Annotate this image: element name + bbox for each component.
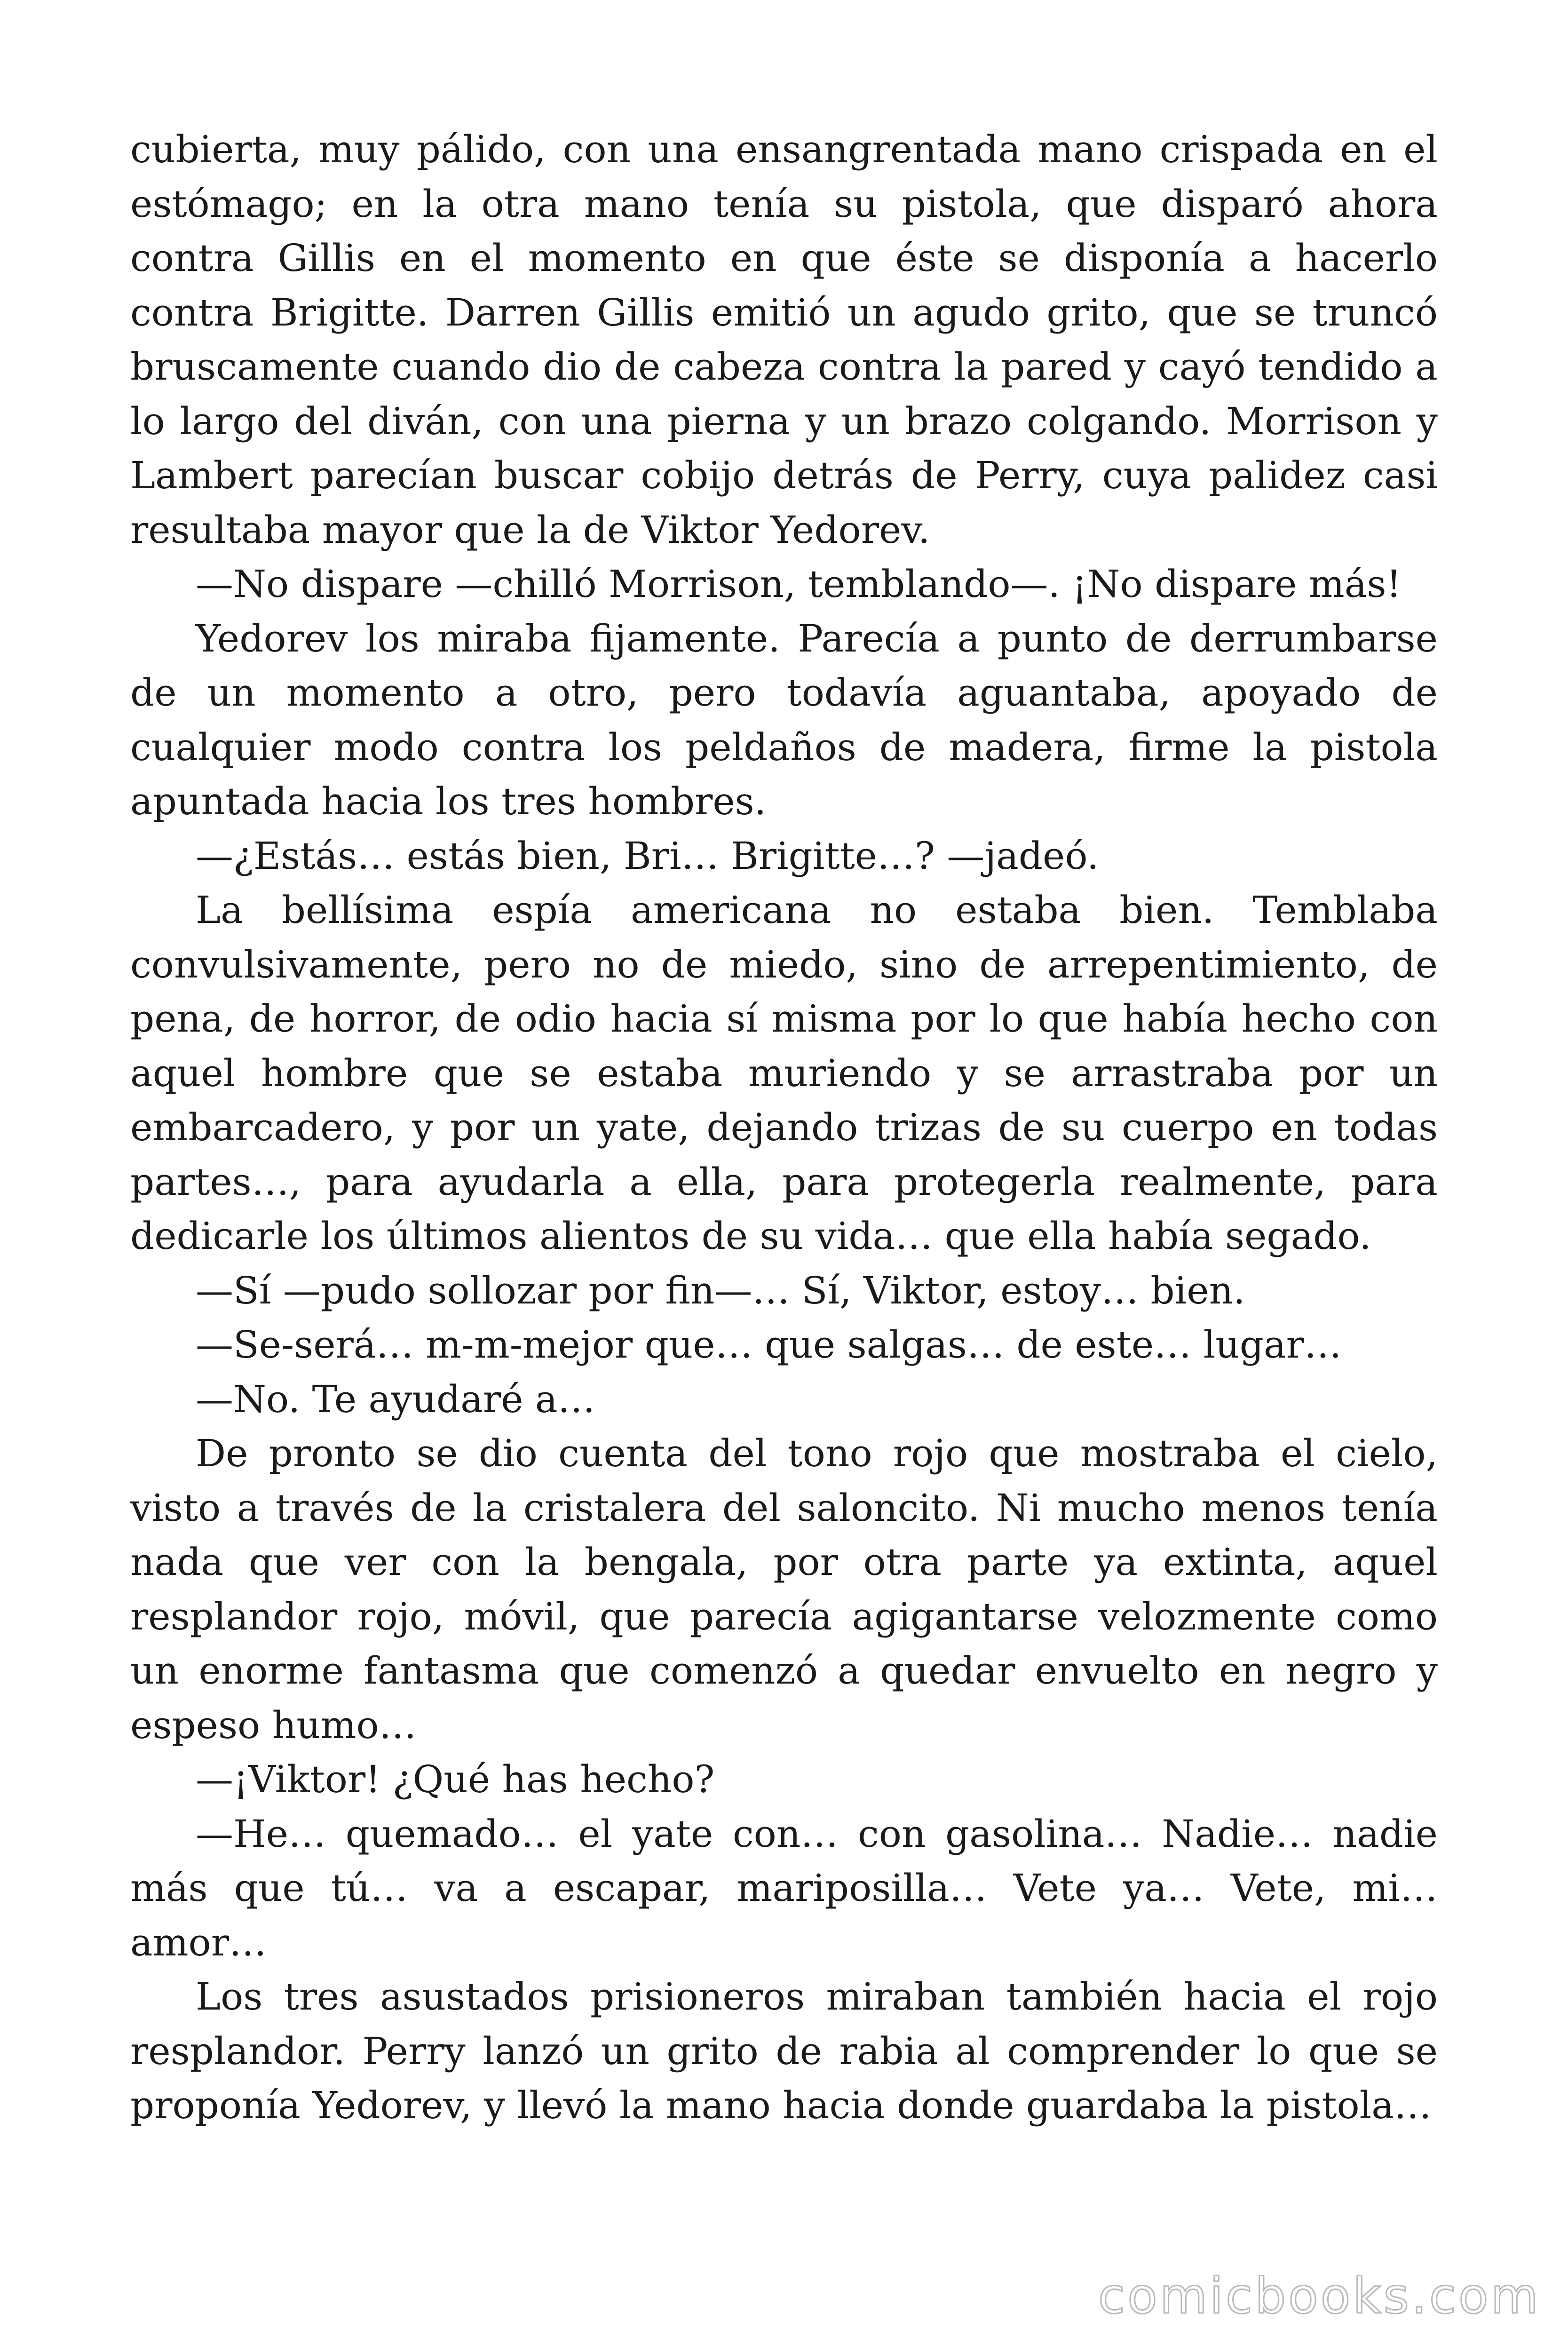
paragraph: —Sí —pudo sollozar por fin—… Sí, Viktor, estoy… bien. [196,1268,1245,1312]
paragraph: —He… quemado… el yate con… con gasolina… Nadie… nadie más que tú… va a escapar, mariposilla… Vete ya… Vete, mi… amor… [130,1812,1438,1964]
paragraph: —¡Viktor! ¿Qué has hecho? [196,1757,715,1801]
watermark-logo: comicbooks.com [1098,2267,1541,2325]
paragraph: Los tres asustados prisioneros miraban también hacia el rojo resplandor. Perry lanzó un grito de rabia al comprender lo que se proponía Yedorev, y llevó la mano hacia donde guardaba la pistola… [130,1975,1438,2127]
paragraph: La bellísima espía americana no estaba bien. Temblaba convulsivamente, pero no de miedo, sino de arrepentimiento, de pena, de horror, de odio hacia sí misma por lo que había hecho con aquel hombre que se estaba muriendo y se arrastraba por un embarcadero, y por un yate, dejando trizas de su cuerpo en todas partes…, para ayudarla a ella, para protegerla realmente, para dedicarle los últimos alientos de su vida… que ella había segado. [130,888,1438,1258]
paragraph: Yedorev los miraba fijamente. Parecía a punto de derrumbarse de un momento a otro, pero todavía aguantaba, apoyado de cualquier modo contra los peldaños de madera, firme la pistola apuntada hacia los tres hombres. [130,616,1438,823]
paragraph: cubierta, muy pálido, con una ensangrentada mano crispada en el estómago; en la otra mano tenía su pistola, que disparó ahora contra Gillis en el momento en que éste se disponía a hacerlo contra Brigitte. Darren Gillis emitió un agudo grito, que se truncó bruscamente cuando dio de cabeza contra la pared y cayó tendido a lo largo del diván, con una pierna y un brazo colgando. Morrison y Lambert parecían buscar cobijo detrás de Perry, cuya palidez casi resultaba mayor que la de Viktor Yedorev. [130,127,1438,552]
page-body-text [130,122,1438,2133]
paragraph: De pronto se dio cuenta del tono rojo que mostraba el cielo, visto a través de la cristalera del saloncito. Ni mucho menos tenía nada que ver con la bengala, por otra parte ya extinta, aquel resplandor rojo, móvil, que parecía agigantarse velozmente como un enorme fantasma que comenzó a quedar envuelto en negro y espeso humo… [130,1431,1438,1747]
paragraph: —No dispare —chilló Morrison, temblando—. ¡No dispare más! [196,562,1402,606]
paragraph: —No. Te ayudaré a… [196,1377,595,1421]
paragraph: —Se-será… m-m-mejor que… que salgas… de este… lugar… [196,1323,1342,1367]
paragraph: —¿Estás… estás bien, Bri… Brigitte…? —jadeó. [196,834,1099,878]
